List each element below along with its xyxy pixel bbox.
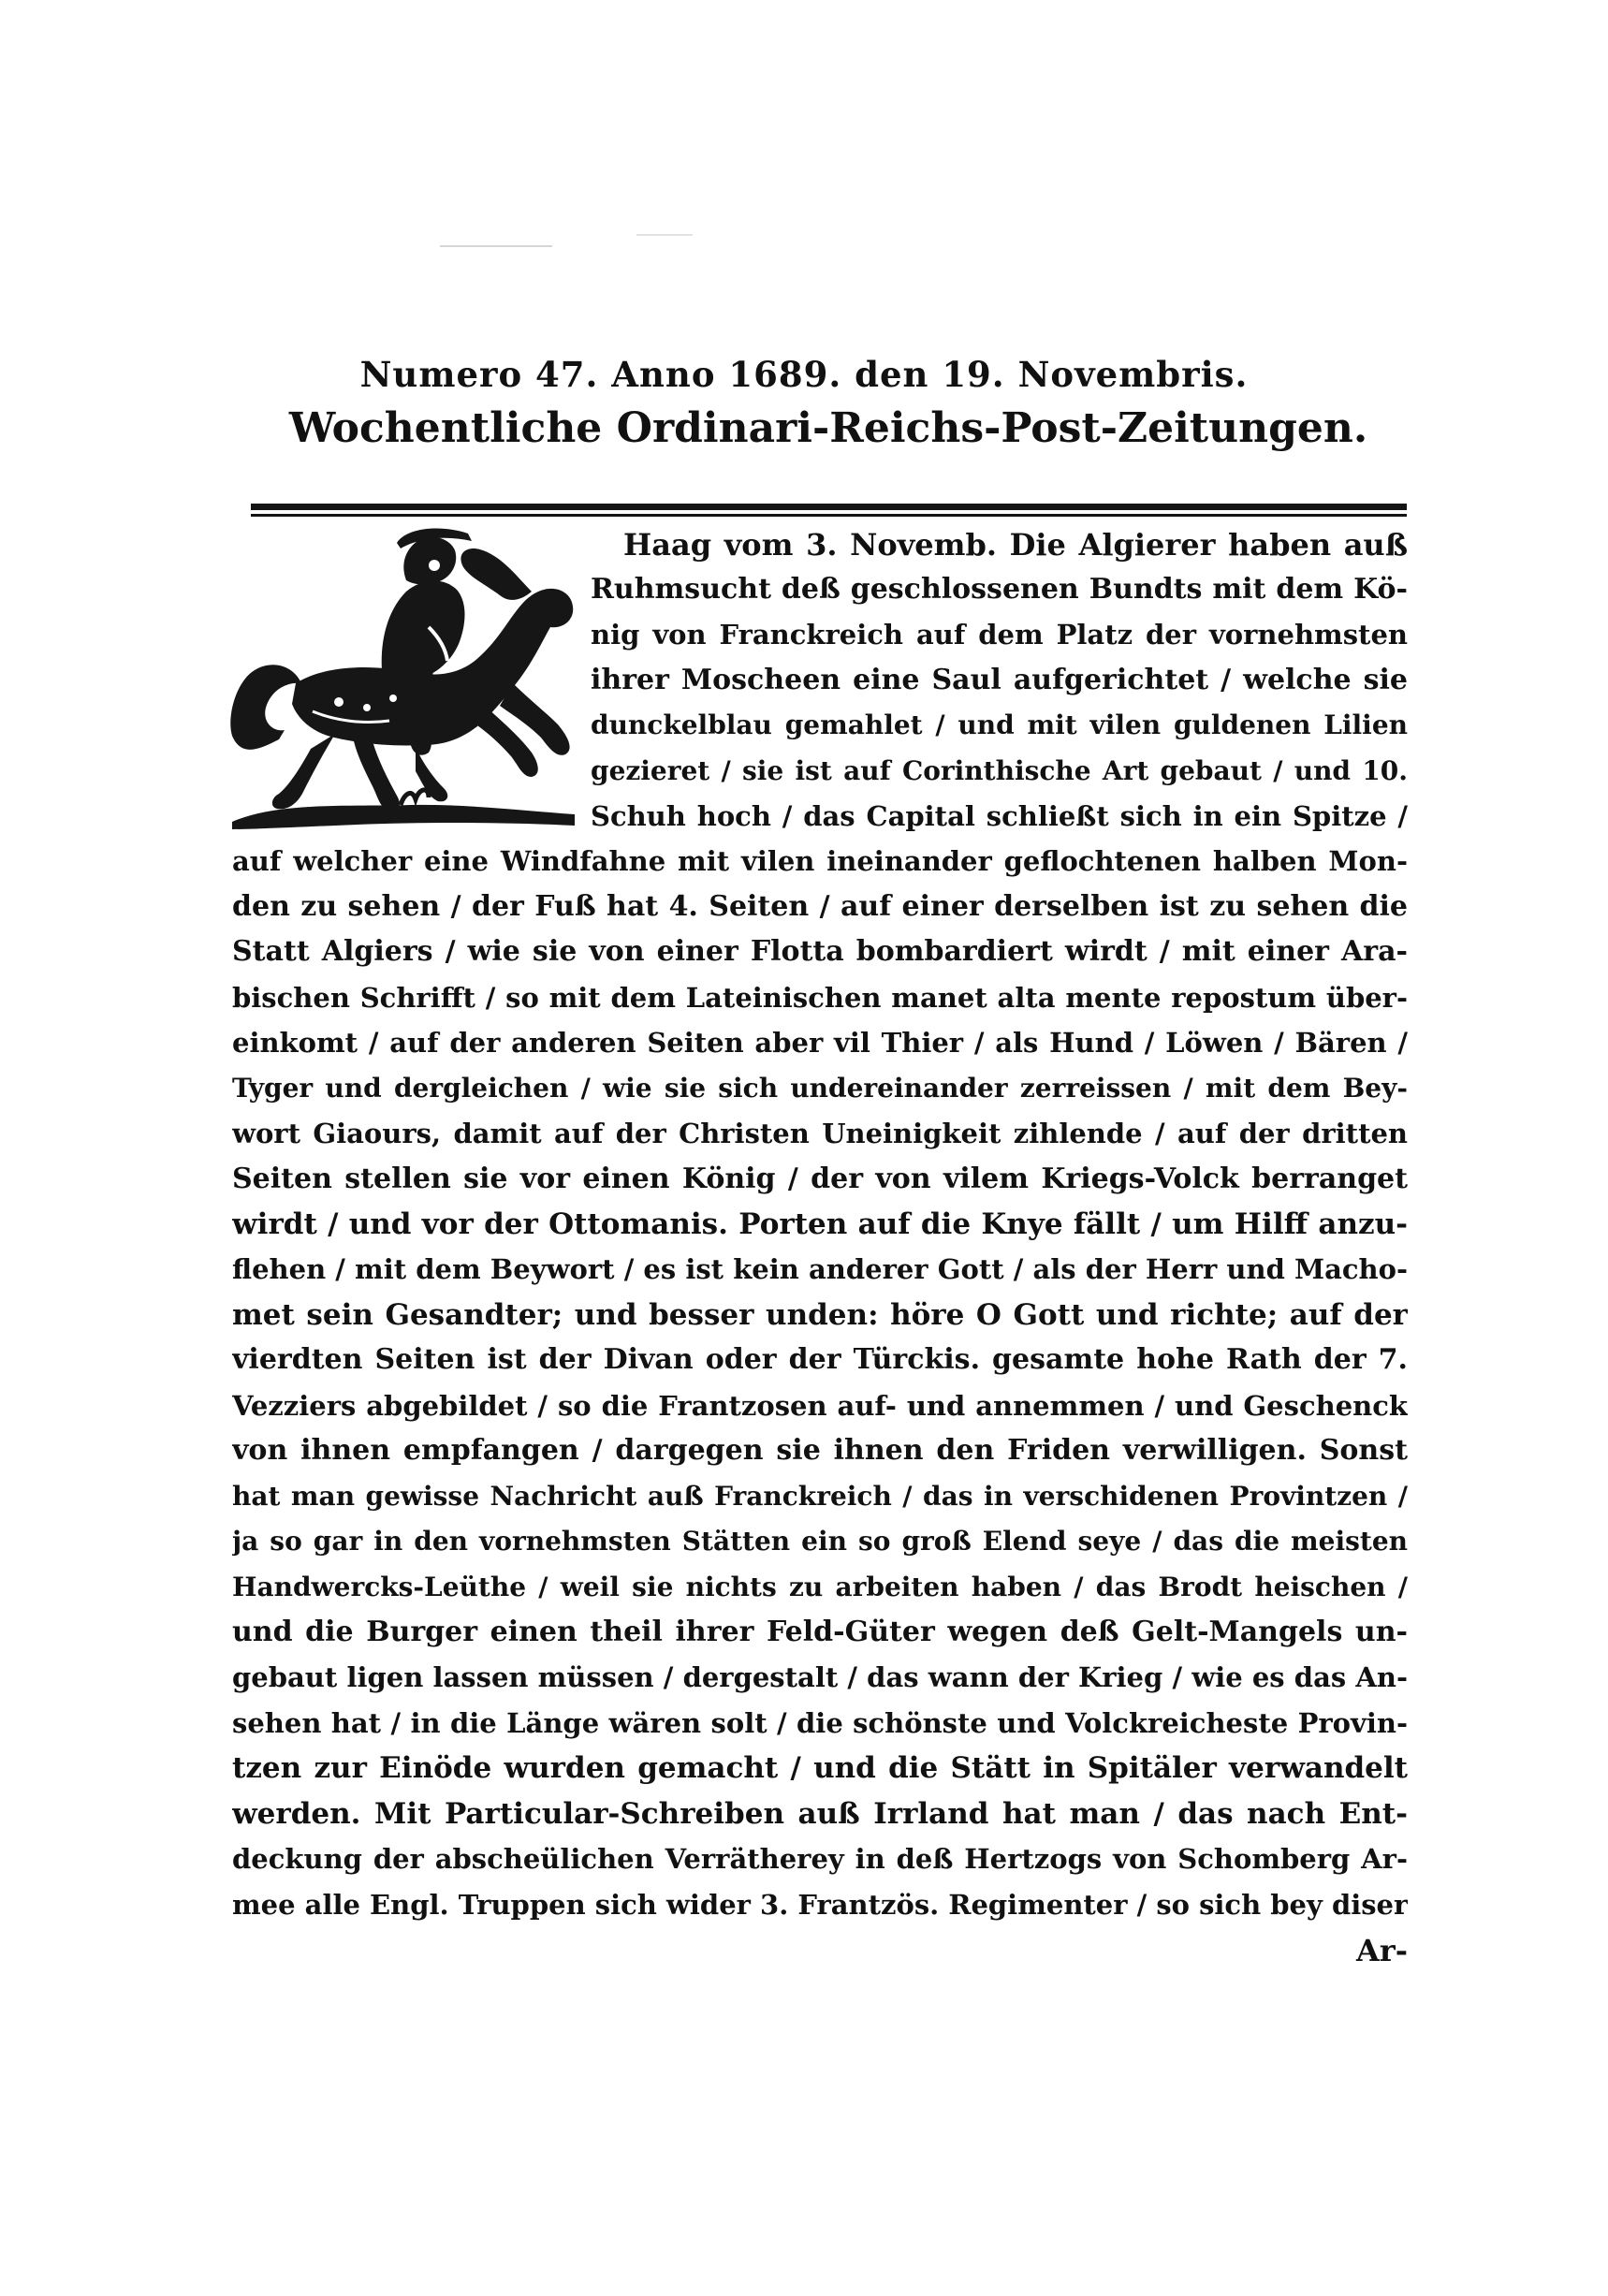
article-line: met sein Gesandter; und besser unden: höre O Gott und richte; auf der xyxy=(232,1298,1408,1332)
article-line: auf welcher eine Windfahne mit vilen ineinander geflochtenen halben Mon- xyxy=(232,845,1408,877)
article-line: wort Giaours, damit auf der Christen Uneinigkeit zihlende / auf der dritten xyxy=(232,1118,1408,1149)
article-line: Handwercks-Leüthe / weil sie nichts zu arbeiten haben / das Brodt heischen / xyxy=(232,1572,1408,1602)
article-line: hat man gewisse Nachricht auß Franckreich / das in verschidenen Provintzen / xyxy=(232,1481,1408,1512)
issue-dateline: Numero 47. Anno 1689. den 19. Novembris. xyxy=(359,354,1249,395)
article-line: Ruhmsucht deß geschlossenen Bundts mit dem Kö- xyxy=(591,573,1408,606)
header-rule-thick xyxy=(251,504,1407,510)
post-rider-woodcut-icon xyxy=(223,524,578,833)
header-rule-thin xyxy=(251,514,1407,517)
article-line: Seiten stellen sie vor einen König / der von vilem Kriegs-Volck berranget xyxy=(232,1163,1408,1195)
article-line: nig von Franckreich auf dem Platz der vornehmsten xyxy=(591,619,1408,651)
article-line: deckung der abscheülichen Verrätherey in deß Hertzogs von Schomberg Ar- xyxy=(232,1843,1408,1875)
article-line: mee alle Engl. Truppen sich wider 3. Frantzös. Regimenter / so sich bey diser xyxy=(232,1889,1408,1921)
newspaper-masthead: Wochentliche Ordinari-Reichs-Post-Zeitungen. xyxy=(288,404,1368,452)
article-line: und die Burger einen theil ihrer Feld-Güter wegen deß Gelt-Mangels un- xyxy=(232,1616,1408,1648)
article-line: bischen Schrifft / so mit dem Lateinischen manet alta mente repostum über- xyxy=(232,982,1408,1014)
article-line: Vezziers abgebildet / so die Frantzosen auf- und annemmen / und Geschenck xyxy=(232,1390,1408,1422)
scan-mark xyxy=(440,245,552,247)
article-line: den zu sehen / der Fuß hat 4. Seiten / auf einer derselben ist zu sehen die xyxy=(232,890,1408,923)
article-line: gezieret / sie ist auf Corinthische Art gebaut / und 10. xyxy=(591,755,1408,786)
article-line: werden. Mit Particular-Schreiben auß Irrland hat man / das nach Ent- xyxy=(232,1797,1408,1831)
article-line: dunckelblau gemahlet / und mit vilen guldenen Lilien xyxy=(591,709,1408,740)
article-line: sehen hat / in die Länge wären solt / die schönste und Volckreicheste Provin- xyxy=(232,1707,1408,1739)
article-line: Tyger und dergleichen / wie sie sich undereinander zerreissen / mit dem Bey- xyxy=(232,1073,1408,1104)
article-line: einkomt / auf der anderen Seiten aber vil Thier / als Hund / Löwen / Bären / xyxy=(232,1027,1408,1059)
article-line: wirdt / und vor der Ottomanis. Porten auf die Knye fällt / um Hilff anzu- xyxy=(232,1207,1408,1241)
scan-mark xyxy=(636,234,693,236)
article-line: Statt Algiers / wie sie von einer Flotta bombardiert wirdt / mit einer Ara- xyxy=(232,935,1408,968)
header-rule xyxy=(251,502,1407,522)
article-line: Haag vom 3. Novemb. Die Algierer haben auß xyxy=(623,527,1408,563)
article-line: flehen / mit dem Beywort / es ist kein anderer Gott / als der Herr und Macho- xyxy=(232,1253,1408,1285)
article-line: gebaut ligen lassen müssen / dergestalt / das wann der Krieg / wie es das An- xyxy=(232,1661,1408,1693)
article-line: tzen zur Einöde wurden gemacht / und die Stätt in Spitäler verwandelt xyxy=(232,1751,1408,1785)
article-line: ihrer Moscheen eine Saul aufgerichtet / welche sie xyxy=(591,664,1408,696)
article-line: vierdten Seiten ist der Divan oder der Türckis. gesamte hohe Rath der 7. xyxy=(232,1343,1408,1376)
catchword: Ar- xyxy=(1356,1933,1408,1968)
article-line: von ihnen empfangen / dargegen sie ihnen den Friden verwilligen. Sonst xyxy=(232,1434,1408,1467)
article-line: Schuh hoch / das Capital schließt sich in ein Spitze / xyxy=(591,800,1408,832)
article-line: ja so gar in den vornehmsten Stätten ein so groß Elend seye / das die meisten xyxy=(232,1526,1408,1557)
